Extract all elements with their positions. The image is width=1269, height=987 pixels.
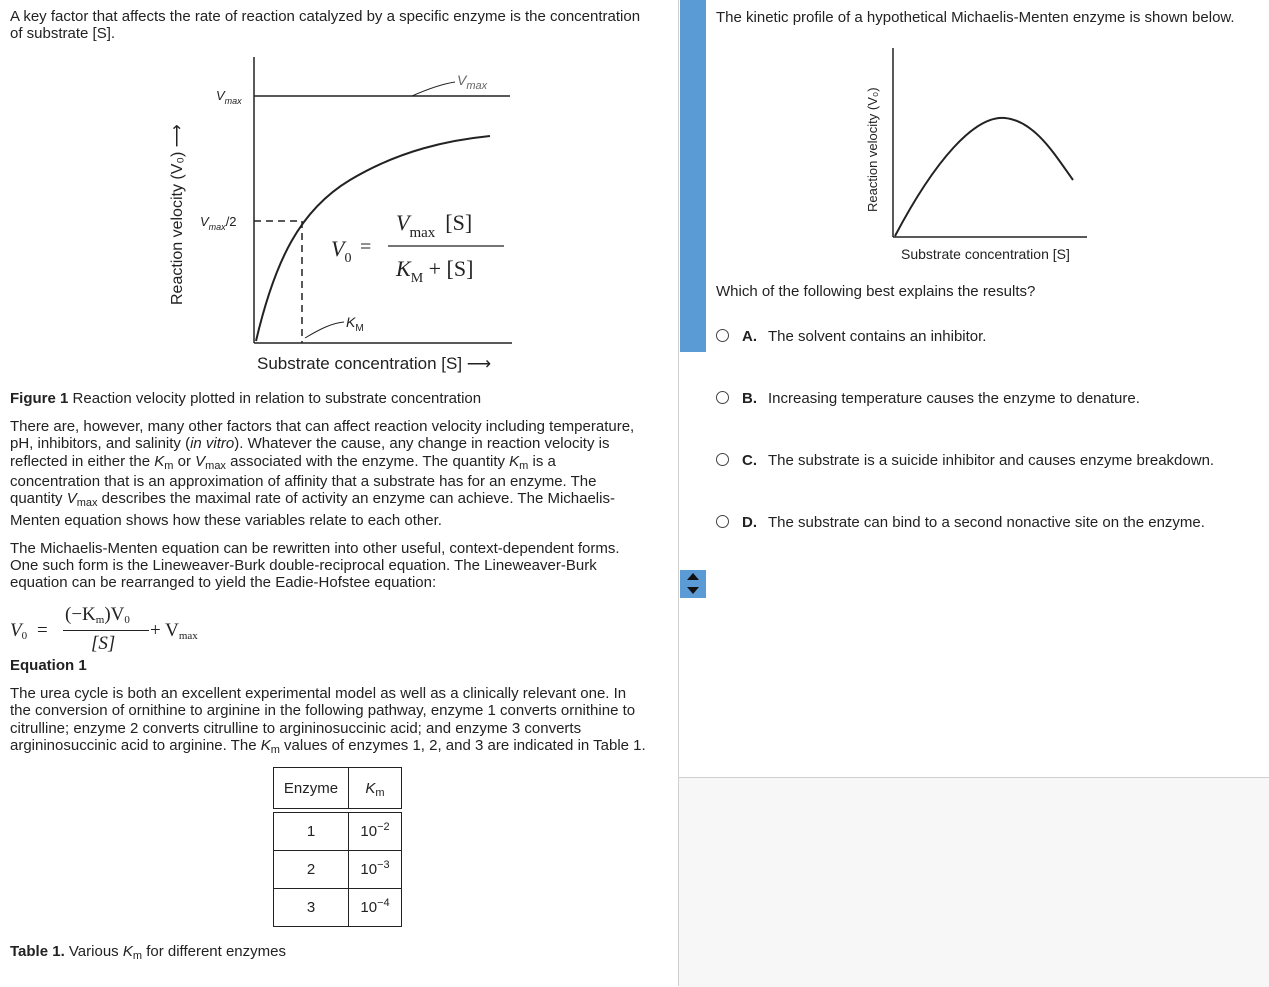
question-graph-xlabel: Substrate concentration [S] xyxy=(901,246,1070,262)
radio-icon[interactable] xyxy=(716,515,729,528)
para2-line2: pH, inhibitors, and salinity (in vitro). Whatever the cause, any change in reaction velocity is xyxy=(10,435,610,452)
question-prompt: Which of the following best explains the results? xyxy=(716,283,1036,300)
para3-line3: equation can be rearranged to yield the Eadie-Hofstee equation: xyxy=(10,574,437,591)
table-header-km: $K_m$ xyxy=(349,768,402,809)
km-pointer xyxy=(305,322,344,338)
mm-eq-numerator: $V_{max}$ [S] xyxy=(396,210,473,241)
scrollbar-thumb[interactable] xyxy=(680,0,706,352)
para2-line6: Menten equation shows how these variables relate to each other. xyxy=(10,512,442,529)
michaelis-menten-curve xyxy=(256,136,490,341)
para2-line5: quantity $V_{max}$ describes the maximal rate of activity an enzyme can achieve. The Michaelis- xyxy=(10,490,615,509)
table-1-caption: Table 1. Various $K_m$ for different enzymes xyxy=(10,943,286,962)
para4-line2: the conversion of ornithine to arginine in the following pathway, enzyme 1 converts ornithine to xyxy=(10,702,636,719)
vmax-half-label: $V_{max}/2$ xyxy=(200,214,237,232)
mm-eq-denominator: $K_M + [S]$ xyxy=(396,256,474,286)
question-graph-curve xyxy=(895,118,1073,236)
radio-icon[interactable] xyxy=(716,391,729,404)
table-header-enzyme: Enzyme xyxy=(274,768,349,809)
radio-icon[interactable] xyxy=(716,329,729,342)
mm-eq-equals: = xyxy=(360,236,372,258)
figure-1-graph xyxy=(150,50,530,380)
intro-line-1: A key factor that affects the rate of reaction catalyzed by a specific enzyme is the concentration xyxy=(10,8,641,25)
para2-line1: There are, however, many other factors that can affect reaction velocity including temperature, xyxy=(10,418,635,435)
scroll-up-icon[interactable] xyxy=(687,573,699,580)
para2-line3: reflected in either the $K_m$ or $V_{max}$ associated with the enzyme. The quantity $K_m$ is a xyxy=(10,453,556,472)
figure-1-ylabel: Reaction velocity (V₀) ⟶ xyxy=(169,124,186,305)
equation-1: $V_0$ = $(-K_m)V_0$ [S] + $V_{max}$ xyxy=(10,604,198,654)
table-1 xyxy=(273,767,402,927)
para4-line1: The urea cycle is both an excellent experimental model as well as a clinically relevant one. In xyxy=(10,685,627,702)
table-row: 1 $10^{-2}$ xyxy=(274,813,402,851)
para3-line1: The Michaelis-Menten equation can be rewritten into other useful, context-dependent forms. xyxy=(10,540,620,557)
para4-line3: citrulline; enzyme 2 converts citrulline to argininosuccinic acid; and enzyme 3 converts xyxy=(10,720,582,737)
km-label: $K_M$ xyxy=(346,314,364,334)
table-row: 3 $10^{-4}$ xyxy=(274,889,402,927)
radio-icon[interactable] xyxy=(716,453,729,466)
para2-line4: concentration that is an approximation of affinity that a substrate has for an enzyme. The xyxy=(10,473,597,490)
page: A key factor that affects the rate of reaction catalyzed by a specific enzyme is the concentration of substrate [S]. Reaction velocity (V₀) ⟶ $V_{max}$ $V_{max}$ $V_{max}/2$ $K_M$ $V_0$ = $V_{max}$ [S] $K_M + [S]$ Substrate concentration [S] ⟶ Figure 1 Reaction velocity plotted in relation to substrate concentration There are, however, many other factors that can affect reaction velocity including temperature, pH, inhibitors, and salinity (in vitro). Whatever the cause, any change in reaction velocity is reflected in either the $K_m$ or $V_{max}$ associated with the enzyme. The quantity $K_m$ is a concentration that is an approximation of affinity that a substrate has for an enzyme. The quantity $V_{max}$ describes the maximal rate of activity an enzyme can achieve. The Michaelis- Menten equation shows how these variables relate to each other. The Michaelis-Menten equation can be rewritten into other useful, context-dependent forms. One such form is the Lineweaver-Burk double-reciprocal equation. The Lineweaver-Burk equation can be rearranged to yield the Eadie-Hofstee equation: $V_0$ = $(-K_m)V_0$ [S] + $V_{max}$ Equation 1 The urea cycle is both an excellent experimental model as well as a clinically relevant one. In the conversion of ornithine to arginine in the following pathway, enzyme 1 converts ornithine to citrulline; enzyme 2 converts citrulline to argininosuccinic acid; and enzyme 3 converts argininosuccinic acid to arginine. The $K_m$ values of enzymes 1, 2, and 3 are indicated in Table 1. Enzyme $K_m$ 1 $10^{-2}$ 2 $10^{-3}$ 3 $10^{-4}$ Table 1. Various $K_m$ for different enzymes The kinetic profile of a hypothetical Michaelis-Menten enzyme is shown below. Reaction velocity (V₀) Substrate concentration [S] Which of the following best explains the results? A. The solvent contains an inhibitor. B. Increasing temperature causes the enzyme to denature. C. The substrate is a suicide inhibitor and causes enzyme breakdown. D. The substrate can bind to a second nonactive site on the enzyme. xyxy=(0,0,1269,986)
table-row: 2 $10^{-3}$ xyxy=(274,851,402,889)
mm-eq-lhs: $V_0$ xyxy=(331,236,352,266)
table-header-row xyxy=(274,768,402,809)
vmax-label: $V_{max}$ xyxy=(216,88,242,106)
vmax-pointer xyxy=(412,82,455,96)
scrollbar-buttons[interactable] xyxy=(680,570,706,598)
scroll-down-icon[interactable] xyxy=(687,587,699,594)
figure-1-xlabel: Substrate concentration [S] ⟶ xyxy=(257,354,492,373)
question-stem: The kinetic profile of a hypothetical Michaelis-Menten enzyme is shown below. xyxy=(716,9,1235,26)
vmax-top-label: $V_{max}$ xyxy=(457,72,488,92)
para3-line2: One such form is the Lineweaver-Burk double-reciprocal equation. The Lineweaver-Burk xyxy=(10,557,597,574)
para4-line4: argininosuccinic acid to arginine. The $K_m$ values of enzymes 1, 2, and 3 are indicated in Table 1. xyxy=(10,737,646,756)
question-graph xyxy=(855,40,1095,270)
figure-1-caption: Figure 1 Reaction velocity plotted in relation to substrate concentration xyxy=(10,390,482,407)
empty-panel xyxy=(679,777,1269,987)
intro-line-2: of substrate [S]. xyxy=(10,25,116,42)
question-graph-ylabel: Reaction velocity (V₀) xyxy=(865,87,880,212)
equation-1-label: Equation 1 xyxy=(10,657,87,674)
